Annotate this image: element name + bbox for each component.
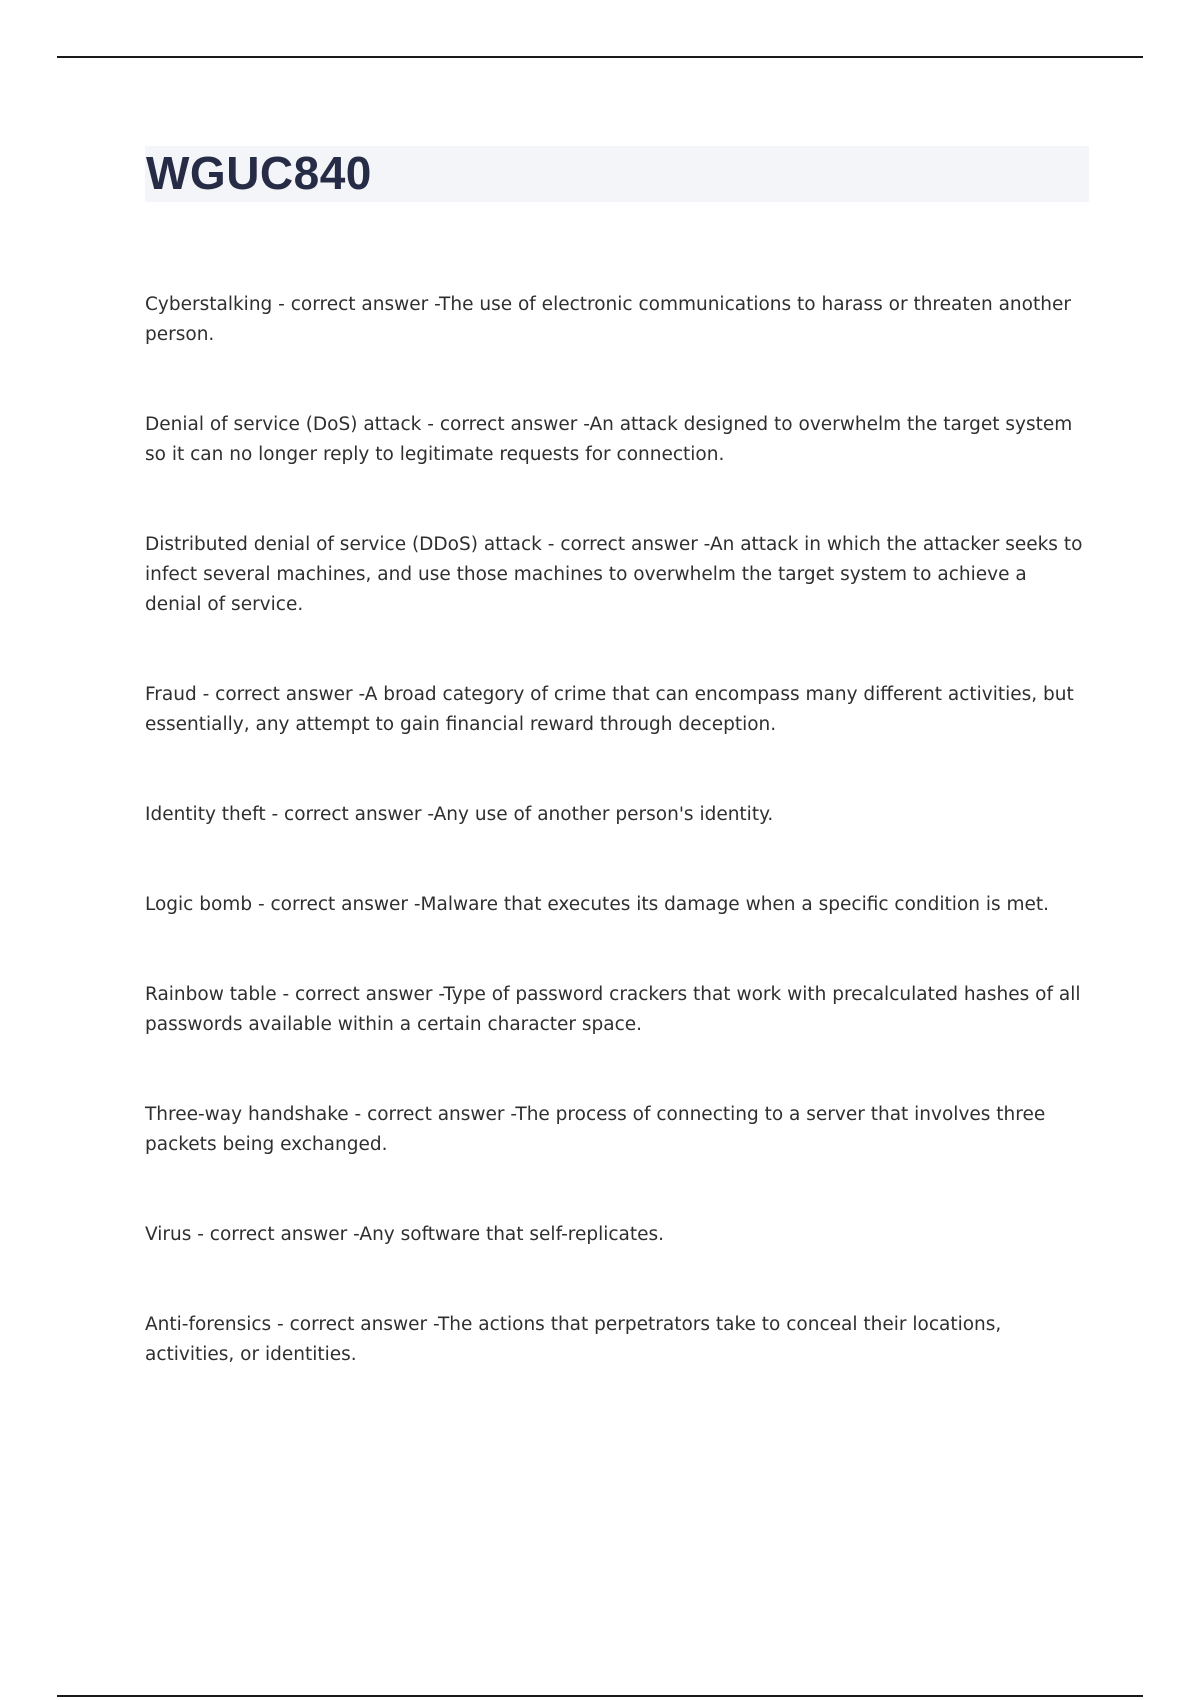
- entry-logic-bomb: Logic bomb - correct answer -Malware that executes its damage when a specific condition is met.: [145, 894, 1050, 915]
- entry-dos-attack: Denial of service (DoS) attack - correct answer -An attack designed to overwhelm the target system so it can no longer reply to legitimate requests for connection.: [145, 414, 1073, 465]
- entry-rainbow-table: Rainbow table - correct answer -Type of password crackers that work with precalculated hashes of all passwords available within a certain character space.: [145, 984, 1081, 1035]
- entry-cyberstalking: Cyberstalking - correct answer -The use of electronic communications to harass or threaten another person.: [145, 294, 1071, 345]
- entry-virus: Virus - correct answer -Any software that self-replicates.: [145, 1224, 665, 1245]
- entry-three-way-handshake: Three-way handshake - correct answer -The process of connecting to a server that involves three packets being exchanged.: [145, 1104, 1046, 1155]
- entry-identity-theft: Identity theft - correct answer -Any use of another person's identity.: [145, 804, 774, 825]
- entry-anti-forensics: Anti-forensics - correct answer -The actions that perpetrators take to conceal their locations, activities, or identities.: [145, 1314, 1002, 1365]
- bottom-rule: [57, 1695, 1143, 1697]
- entry-ddos-attack: Distributed denial of service (DDoS) attack - correct answer -An attack in which the attacker seeks to infect several machines, and use those machines to overwhelm the target system to achieve a denial of service.: [145, 534, 1083, 615]
- top-rule: [57, 56, 1143, 58]
- document-title: WGUC840: [146, 147, 372, 199]
- entry-list: [145, 290, 1085, 1430]
- entry-fraud: Fraud - correct answer -A broad category of crime that can encompass many different activities, but essentially, any attempt to gain financial reward through deception.: [145, 684, 1074, 735]
